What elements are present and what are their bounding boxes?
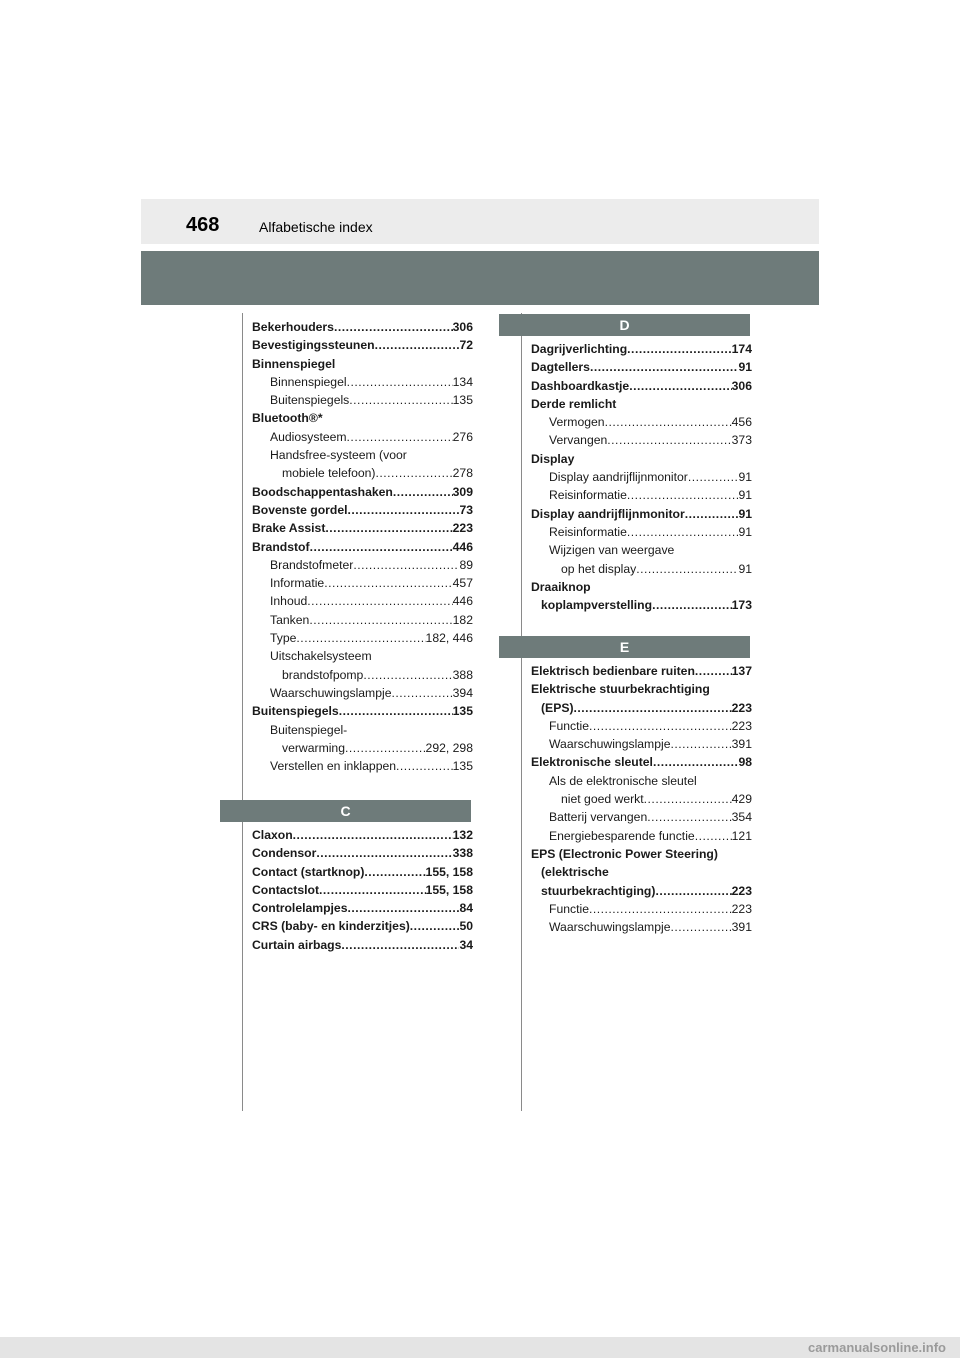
index-entry-term: Waarschuwingslampje bbox=[270, 685, 392, 700]
leader-dots bbox=[685, 505, 739, 523]
leader-dots bbox=[655, 882, 731, 900]
index-entry bbox=[252, 666, 473, 684]
index-entry bbox=[531, 882, 752, 900]
index-entry-page: 391 bbox=[731, 920, 752, 935]
index-entry bbox=[252, 702, 473, 720]
leader-dots bbox=[334, 318, 453, 336]
leader-dots bbox=[695, 827, 732, 845]
leader-dots bbox=[310, 538, 453, 556]
index-entry bbox=[531, 680, 752, 698]
leader-dots bbox=[293, 826, 453, 844]
index-entry-page: 91 bbox=[738, 524, 752, 539]
index-entry-term: Boodschappentashaken bbox=[252, 484, 393, 499]
index-entry-page: 292, 298 bbox=[425, 740, 473, 755]
index-entry bbox=[252, 721, 473, 739]
index-entry-page: 456 bbox=[731, 415, 752, 430]
leader-dots bbox=[324, 574, 452, 592]
index-entry bbox=[252, 483, 473, 501]
index-entry-page: 223 bbox=[731, 718, 752, 733]
index-entry-term: Vervangen bbox=[549, 433, 608, 448]
index-entry bbox=[252, 336, 473, 354]
header-bar bbox=[141, 199, 819, 244]
leader-dots bbox=[363, 666, 452, 684]
index-entry-term: Bekerhouders bbox=[252, 320, 334, 334]
index-entry bbox=[531, 717, 752, 735]
leader-dots bbox=[396, 757, 453, 775]
index-entry bbox=[531, 900, 752, 918]
leader-dots bbox=[347, 428, 453, 446]
index-entry-page: 354 bbox=[731, 810, 752, 825]
index-entry-term: Audiosysteem bbox=[270, 429, 347, 444]
index-entry-term: Als de elektronische sleutel bbox=[549, 773, 697, 788]
index-entry-term: Contactslot bbox=[252, 882, 320, 897]
index-entry bbox=[252, 446, 473, 464]
leader-dots bbox=[364, 863, 425, 881]
index-entry-term: Reisinformatie bbox=[549, 488, 627, 503]
index-entry-term: Functie bbox=[549, 718, 589, 733]
index-entry bbox=[531, 578, 752, 596]
index-entry bbox=[531, 699, 752, 717]
leader-dots bbox=[345, 739, 426, 757]
index-entry bbox=[252, 611, 473, 629]
index-entry-page: 132 bbox=[452, 828, 473, 842]
index-entry bbox=[252, 519, 473, 537]
index-entry bbox=[252, 647, 473, 665]
index-entry bbox=[252, 739, 473, 757]
index-entry-term: Claxon bbox=[252, 828, 293, 842]
index-entry-page: 134 bbox=[452, 374, 473, 389]
index-entry-page: 278 bbox=[452, 466, 473, 481]
index-entry bbox=[531, 772, 752, 790]
index-entry-page: 155, 158 bbox=[425, 864, 473, 879]
index-entry-page: 173 bbox=[731, 598, 752, 613]
index-entry-term: EPS (Electronic Power Steering) bbox=[531, 846, 718, 861]
index-entry-page: 457 bbox=[452, 576, 473, 591]
index-entry-term: Contact (startknop) bbox=[252, 864, 365, 879]
leader-dots bbox=[653, 753, 739, 771]
index-entry-term: (elektrische bbox=[541, 865, 609, 880]
leader-dots bbox=[636, 560, 738, 578]
index-entry-term: mobiele telefoon) bbox=[282, 466, 376, 481]
index-entry-page: 388 bbox=[452, 667, 473, 682]
leader-dots bbox=[393, 483, 453, 501]
index-entry-term: Dagtellers bbox=[531, 360, 590, 375]
index-entry-page: 73 bbox=[459, 502, 473, 517]
index-entry-page: 121 bbox=[731, 828, 752, 843]
index-entry bbox=[531, 468, 752, 486]
watermark-text: carmanualsonline.info bbox=[808, 1340, 946, 1355]
leader-dots bbox=[307, 592, 452, 610]
index-entry bbox=[252, 881, 473, 899]
index-entry bbox=[252, 391, 473, 409]
leader-dots bbox=[319, 881, 426, 899]
index-entry bbox=[531, 450, 752, 468]
index-entry-term: Brandstofmeter bbox=[270, 557, 354, 572]
index-entry-term: Type bbox=[270, 631, 297, 646]
index-entry-page: 373 bbox=[731, 433, 752, 448]
leader-dots bbox=[652, 596, 732, 614]
index-entry-page: 137 bbox=[731, 664, 752, 678]
leader-dots bbox=[347, 373, 453, 391]
index-entry-page: 155, 158 bbox=[425, 882, 473, 897]
index-entry-page: 84 bbox=[459, 901, 473, 916]
index-entry-term: Bovenste gordel bbox=[252, 502, 348, 517]
index-entry-page: 223 bbox=[452, 521, 473, 536]
index-entry-page: 182 bbox=[452, 612, 473, 627]
index-entry-page: 91 bbox=[738, 360, 752, 375]
index-entry bbox=[252, 501, 473, 519]
index-entry-term: Batterij vervangen bbox=[549, 810, 648, 825]
index-entry-term: Inhoud bbox=[270, 594, 308, 609]
index-entry-page: 34 bbox=[459, 937, 473, 952]
index-column-left-b bbox=[252, 318, 473, 775]
index-entry-term: Brake Assist bbox=[252, 521, 326, 536]
index-entry-page: 91 bbox=[738, 561, 752, 576]
section-header-e: E bbox=[499, 636, 750, 658]
index-entry bbox=[531, 808, 752, 826]
index-entry bbox=[252, 373, 473, 391]
leader-dots bbox=[325, 519, 452, 537]
index-entry-term: Wijzigen van weergave bbox=[549, 543, 675, 558]
index-entry-term: Waarschuwingslampje bbox=[549, 920, 671, 935]
leader-dots bbox=[341, 936, 459, 954]
index-entry-page: 446 bbox=[452, 594, 473, 609]
index-entry bbox=[252, 936, 473, 954]
index-entry-term: Functie bbox=[549, 901, 589, 916]
index-entry-page: 135 bbox=[452, 393, 473, 408]
index-entry-page: 91 bbox=[738, 470, 752, 485]
index-entry-page: 306 bbox=[452, 320, 473, 334]
index-entry-term: CRS (baby- en kinderzitjes) bbox=[252, 919, 410, 934]
index-entry bbox=[252, 863, 473, 881]
index-entry-term: Uitschakelsysteem bbox=[270, 649, 372, 664]
index-entry bbox=[531, 753, 752, 771]
index-entry-term: Elektrische stuurbekrachtiging bbox=[531, 682, 710, 697]
index-entry-term: Buitenspiegels bbox=[270, 393, 350, 408]
index-entry-page: 98 bbox=[738, 755, 752, 770]
leader-dots bbox=[590, 358, 739, 376]
index-entry-page: 89 bbox=[459, 557, 473, 572]
leader-dots bbox=[605, 413, 732, 431]
leader-dots bbox=[627, 523, 739, 541]
index-column-right-e bbox=[531, 662, 752, 936]
index-entry bbox=[531, 431, 752, 449]
leader-dots bbox=[410, 917, 460, 935]
index-entry bbox=[252, 464, 473, 482]
leader-dots bbox=[695, 662, 732, 680]
index-column-left-c bbox=[252, 826, 473, 954]
index-entry bbox=[531, 790, 752, 808]
index-entry-term: Condensor bbox=[252, 846, 317, 861]
leader-dots bbox=[629, 377, 731, 395]
leader-dots bbox=[589, 900, 732, 918]
index-entry-term: (EPS) bbox=[541, 700, 574, 715]
index-entry bbox=[252, 684, 473, 702]
index-entry bbox=[252, 556, 473, 574]
index-entry-page: 135 bbox=[452, 759, 473, 774]
index-entry-page: 309 bbox=[452, 484, 473, 499]
leader-dots bbox=[644, 790, 732, 808]
index-entry-page: 276 bbox=[452, 429, 473, 444]
index-entry-page: 429 bbox=[731, 792, 752, 807]
page-title: Alfabetische index bbox=[259, 219, 373, 235]
index-entry-page: 306 bbox=[731, 378, 752, 393]
index-entry-term: Waarschuwingslampje bbox=[549, 737, 671, 752]
index-entry bbox=[531, 358, 752, 376]
leader-dots bbox=[670, 918, 731, 936]
leader-dots bbox=[627, 486, 739, 504]
index-entry-term: Elektrisch bedienbare ruiten bbox=[531, 664, 695, 678]
index-entry bbox=[531, 340, 752, 358]
right-column-rule bbox=[521, 313, 522, 1111]
index-entry-page: 91 bbox=[738, 488, 752, 503]
leader-dots bbox=[316, 844, 452, 862]
index-entry-term: Binnenspiegel bbox=[252, 356, 336, 371]
index-entry-term: Draaiknop bbox=[531, 579, 591, 594]
index-entry bbox=[252, 757, 473, 775]
leader-dots bbox=[627, 340, 731, 358]
index-entry-term: Display bbox=[531, 451, 575, 466]
leader-dots bbox=[353, 556, 459, 574]
index-entry bbox=[252, 629, 473, 647]
leader-dots bbox=[647, 808, 731, 826]
index-entry-page: 182, 446 bbox=[425, 631, 473, 646]
index-entry bbox=[531, 863, 752, 881]
index-entry bbox=[252, 899, 473, 917]
header-band bbox=[141, 251, 819, 305]
index-entry-page: 394 bbox=[452, 685, 473, 700]
index-entry-term: Buitenspiegels bbox=[252, 704, 339, 719]
index-entry-term: Elektronische sleutel bbox=[531, 755, 653, 770]
index-entry-term: koplampverstelling bbox=[541, 598, 653, 613]
index-entry bbox=[252, 409, 473, 427]
leader-dots bbox=[574, 699, 732, 717]
index-entry-term: stuurbekrachtiging) bbox=[541, 883, 656, 898]
index-entry-term: op het display bbox=[561, 561, 637, 576]
index-entry-page: 223 bbox=[731, 883, 752, 898]
index-entry-term: Dagrijverlichting bbox=[531, 342, 628, 356]
index-entry-term: Display aandrijflijnmonitor bbox=[531, 506, 685, 521]
index-entry bbox=[531, 596, 752, 614]
index-entry bbox=[252, 355, 473, 373]
section-header-c: C bbox=[220, 800, 471, 822]
leader-dots bbox=[339, 702, 453, 720]
leader-dots bbox=[670, 735, 731, 753]
index-entry bbox=[252, 592, 473, 610]
leader-dots bbox=[376, 464, 453, 482]
index-entry-term: Informatie bbox=[270, 576, 325, 591]
leader-dots bbox=[349, 391, 452, 409]
index-entry bbox=[531, 413, 752, 431]
index-entry-page: 446 bbox=[452, 539, 473, 554]
index-entry bbox=[531, 523, 752, 541]
index-entry-term: Derde remlicht bbox=[531, 396, 617, 411]
left-column-rule bbox=[242, 313, 243, 1111]
section-header-d: D bbox=[499, 314, 750, 336]
index-entry bbox=[252, 318, 473, 336]
index-entry bbox=[531, 845, 752, 863]
index-entry bbox=[531, 377, 752, 395]
index-entry-term: Reisinformatie bbox=[549, 524, 627, 539]
index-entry-page: 72 bbox=[459, 338, 473, 353]
index-entry-term: Controlelampjes bbox=[252, 901, 348, 916]
index-entry-term: Buitenspiegel- bbox=[270, 722, 348, 737]
index-entry-term: Verstellen en inklappen bbox=[270, 759, 397, 774]
leader-dots bbox=[348, 501, 460, 519]
index-entry bbox=[531, 541, 752, 559]
index-entry-term: Brandstof bbox=[252, 539, 310, 554]
index-entry-term: Dashboardkastje bbox=[531, 378, 630, 393]
index-entry-term: Vermogen bbox=[549, 415, 605, 430]
index-entry-term: verwarming bbox=[282, 740, 345, 755]
index-entry-page: 135 bbox=[452, 704, 473, 719]
index-entry bbox=[252, 826, 473, 844]
index-entry-page: 50 bbox=[459, 919, 473, 934]
leader-dots bbox=[296, 629, 425, 647]
leader-dots bbox=[589, 717, 732, 735]
index-entry bbox=[531, 918, 752, 936]
index-entry bbox=[531, 505, 752, 523]
index-entry-page: 391 bbox=[731, 737, 752, 752]
index-entry-term: Energiebesparende functie bbox=[549, 828, 695, 843]
index-entry bbox=[531, 827, 752, 845]
index-entry bbox=[531, 395, 752, 413]
index-entry-term: Binnenspiegel bbox=[270, 374, 347, 389]
index-entry bbox=[531, 486, 752, 504]
index-entry bbox=[252, 428, 473, 446]
index-entry bbox=[252, 538, 473, 556]
index-entry-term: Curtain airbags bbox=[252, 937, 342, 952]
leader-dots bbox=[309, 611, 452, 629]
index-entry-page: 223 bbox=[731, 901, 752, 916]
leader-dots bbox=[391, 684, 452, 702]
index-entry-term: Bluetooth®* bbox=[252, 411, 323, 426]
index-entry bbox=[252, 844, 473, 862]
index-entry bbox=[252, 574, 473, 592]
index-entry bbox=[531, 735, 752, 753]
index-entry bbox=[531, 560, 752, 578]
index-entry bbox=[531, 662, 752, 680]
index-entry-term: brandstofpomp bbox=[282, 667, 364, 682]
index-entry-term: niet goed werkt bbox=[561, 792, 644, 807]
index-entry-page: 174 bbox=[731, 342, 752, 356]
index-entry-term: Bevestigingssteunen bbox=[252, 338, 375, 353]
footer-watermark-bar bbox=[0, 1337, 960, 1358]
leader-dots bbox=[375, 336, 460, 354]
index-entry-page: 223 bbox=[731, 700, 752, 715]
index-entry-page: 91 bbox=[738, 506, 752, 521]
index-entry-term: Handsfree-systeem (voor bbox=[270, 448, 407, 463]
index-entry bbox=[252, 917, 473, 935]
index-entry-page: 338 bbox=[452, 846, 473, 861]
index-column-right-d bbox=[531, 340, 752, 614]
leader-dots bbox=[607, 431, 731, 449]
leader-dots bbox=[348, 899, 460, 917]
index-entry-term: Display aandrijflijnmonitor bbox=[549, 470, 688, 485]
index-entry-term: Tanken bbox=[270, 612, 310, 627]
leader-dots bbox=[688, 468, 739, 486]
page-number: 468 bbox=[186, 214, 220, 236]
